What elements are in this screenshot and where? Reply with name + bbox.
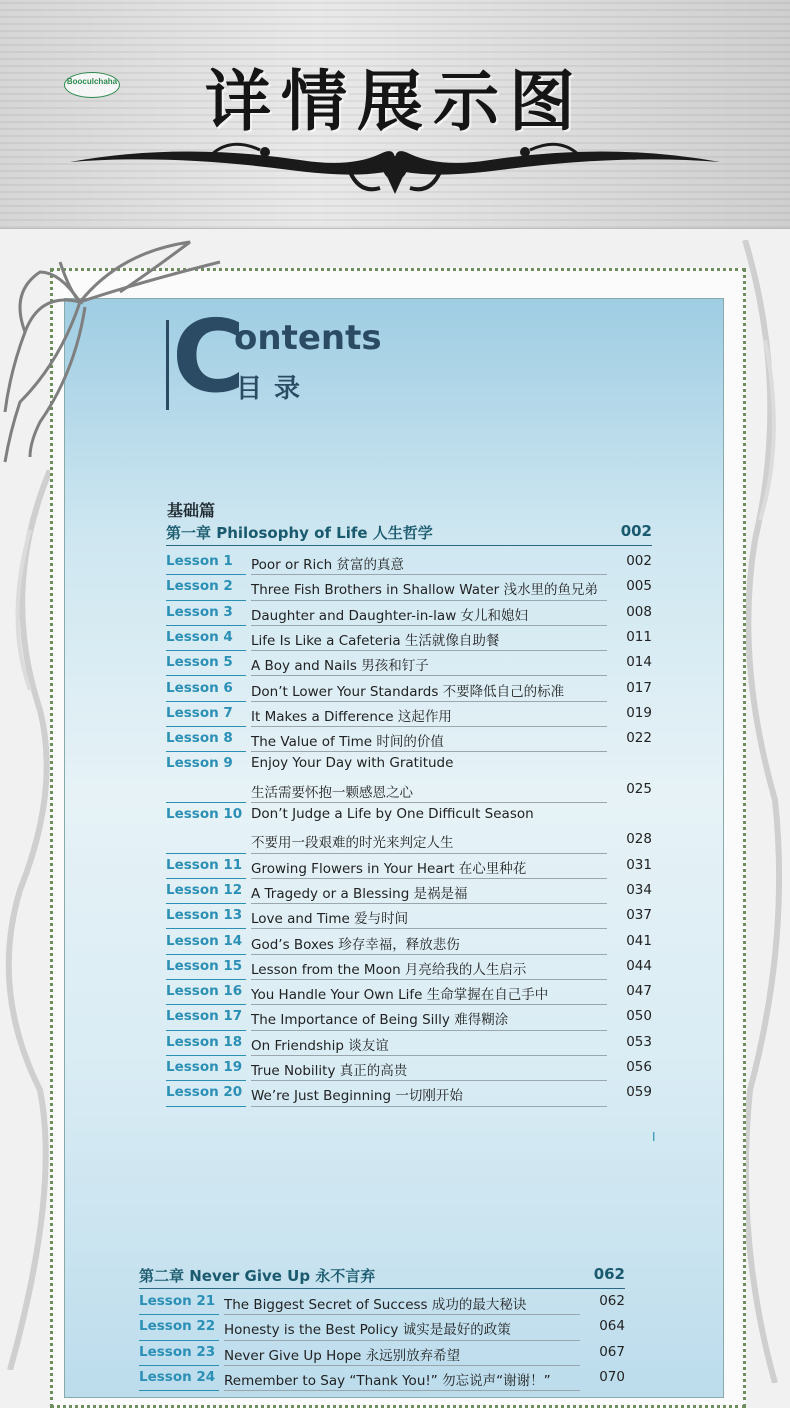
toc-row[interactable] [166,1056,652,1081]
toc-row[interactable] [139,1366,625,1391]
lesson-number: Lesson 14 [166,932,243,949]
lesson-number: Lesson 4 [166,628,233,645]
lesson-title: The Biggest Secret of Success 成功的最大秘诀 [224,1297,527,1313]
lesson-title: Don’t Lower Your Standards 不要降低自己的标准 [251,683,565,700]
toc-row[interactable] [139,1341,625,1366]
lesson-page: 047 [626,983,652,1000]
lesson-title: Never Give Up Hope 永远别放弃希望 [224,1347,461,1364]
lesson-page: 028 [626,831,652,848]
lesson-title: Poor or Rich 贫富的真意 [251,557,405,573]
toc-row[interactable] [166,752,652,803]
toc-row[interactable] [166,1005,652,1030]
lesson-title: A Boy and Nails 男孩和钉子 [251,658,429,675]
lesson-number: Lesson 12 [166,881,243,898]
heading-big-letter: C [172,298,246,415]
header-banner [0,0,790,229]
toc-row[interactable] [166,904,652,929]
lesson-number: Lesson 5 [166,654,233,671]
lesson-title: We’re Just Beginning 一切刚开始 [251,1088,463,1105]
lesson-page: 008 [626,603,652,620]
lesson-number: Lesson 10 [166,806,243,822]
lesson-number: Lesson 20 [166,1084,243,1101]
toc-row[interactable] [166,955,652,980]
toc-row[interactable] [166,702,652,727]
lesson-number: Lesson 23 [139,1343,216,1360]
lesson-page: 059 [626,1084,652,1101]
lesson-title-chinese: 不要用一段艰难的时光来判定人生 [251,835,454,852]
toc-row[interactable] [166,727,652,752]
lesson-title: Three Fish Brothers in Shallow Water 浅水里的鱼兄弟 [251,582,598,599]
lesson-page: 014 [626,654,652,671]
toc-row[interactable] [166,879,652,904]
toc-row[interactable] [166,980,652,1005]
chapter-2-header[interactable] [139,1263,625,1289]
chapter-page: 062 [593,1265,625,1283]
lesson-number: Lesson 18 [166,1033,243,1050]
chapter-page: 002 [620,522,652,540]
lesson-page: 005 [626,578,652,595]
lesson-title: Enjoy Your Day with Gratitude [251,755,454,772]
lesson-title: Life Is Like a Cafeteria 生活就像自助餐 [251,632,500,649]
lesson-page: 031 [626,856,652,873]
lesson-number: Lesson 24 [139,1368,216,1385]
lesson-title: Don’t Judge a Life by One Difficult Season [251,806,534,822]
lesson-page: 056 [626,1059,652,1075]
lesson-title: God’s Boxes 珍存幸福，释放悲伤 [251,936,460,953]
lesson-page: 022 [626,730,652,747]
toc-row[interactable] [166,1081,652,1106]
chapter-title: 第一章 Philosophy of Life 人生哲学 [166,524,433,542]
lesson-title: Love and Time 爱与时间 [251,911,409,928]
lesson-title: You Handle Your Own Life 生命掌握在自己手中 [251,987,549,1004]
lesson-number: Lesson 15 [166,957,243,974]
chapter-1-header[interactable] [166,520,652,546]
lesson-title: It Makes a Difference 这起作用 [251,708,452,725]
toc-row[interactable] [166,626,652,651]
lesson-title: A Tragedy or a Blessing 是祸是福 [251,885,468,902]
lesson-title: Growing Flowers in Your Heart 在心里种花 [251,860,527,877]
lesson-page: 067 [599,1343,625,1360]
lesson-page: 025 [626,780,652,797]
lesson-page: 011 [626,628,652,645]
chapter-title: 第二章 Never Give Up 永不言弃 [139,1267,376,1285]
lesson-page: 017 [626,679,652,696]
lesson-title: Remember to Say “Thank You!” 勿忘说声“谢谢！” [224,1372,551,1389]
lesson-page: 053 [626,1033,652,1050]
lesson-page: 034 [626,881,652,898]
lesson-title-chinese: 生活需要怀抱一颗感恩之心 [251,784,413,801]
lesson-number: Lesson 16 [166,983,243,1000]
row-divider [224,1390,580,1391]
row-divider [251,1106,607,1107]
lesson-page: 041 [626,932,652,949]
lesson-number: Lesson 7 [166,704,233,721]
toc-row[interactable] [139,1315,625,1340]
lesson-number: Lesson 13 [166,907,243,924]
toc-row[interactable] [166,601,652,626]
toc-row[interactable] [166,677,652,702]
page-marker: I [652,1130,656,1144]
lesson-page: 019 [626,704,652,721]
toc-row[interactable] [166,651,652,676]
row-divider-accent [166,1106,246,1107]
lesson-number: Lesson 21 [139,1293,216,1309]
heading-word: ontents [234,318,382,358]
lesson-number: Lesson 9 [166,755,233,772]
lesson-page: 037 [626,907,652,924]
banner-title: 详情展示图 [205,63,585,140]
lesson-number: Lesson 3 [166,603,233,620]
lesson-title: Honesty is the Best Policy 诚实是最好的政策 [224,1322,511,1339]
toc-row[interactable] [166,854,652,879]
toc-row[interactable] [166,1031,652,1056]
lesson-page: 050 [626,1008,652,1025]
lesson-number: Lesson 11 [166,856,243,873]
lesson-title: The Importance of Being Silly 难得糊涂 [251,1012,509,1029]
heading-rule [166,320,169,410]
lesson-number: Lesson 2 [166,578,233,595]
heading-chinese: 目录 [236,374,313,404]
section-title: 基础篇 [167,501,216,520]
toc-row[interactable] [166,550,652,575]
lesson-title: True Nobility 真正的高贵 [251,1063,408,1079]
lesson-page: 044 [626,957,652,974]
lesson-number: Lesson 19 [166,1059,243,1075]
toc-row[interactable] [166,803,652,854]
toc-row[interactable] [166,930,652,955]
lesson-page: 002 [626,553,652,569]
lesson-number: Lesson 22 [139,1318,216,1335]
lesson-page: 062 [599,1293,625,1309]
lesson-title: The Value of Time 时间的价值 [251,734,444,751]
lesson-page: 070 [599,1368,625,1385]
toc-row[interactable] [166,575,652,600]
flourish-ornament [60,132,730,212]
lesson-number: Lesson 1 [166,553,233,569]
lesson-title: Daughter and Daughter-in-law 女儿和媳妇 [251,607,529,624]
lesson-page: 064 [599,1318,625,1335]
brand-logo: Booculchaha [64,72,120,98]
lesson-number: Lesson 6 [166,679,233,696]
lesson-number: Lesson 17 [166,1008,243,1025]
toc-row[interactable] [139,1290,625,1315]
row-divider-accent [139,1390,219,1391]
lesson-title: Lesson from the Moon 月亮给我的人生启示 [251,961,527,978]
lesson-title: On Friendship 谈友谊 [251,1037,389,1054]
lesson-number: Lesson 8 [166,730,233,747]
